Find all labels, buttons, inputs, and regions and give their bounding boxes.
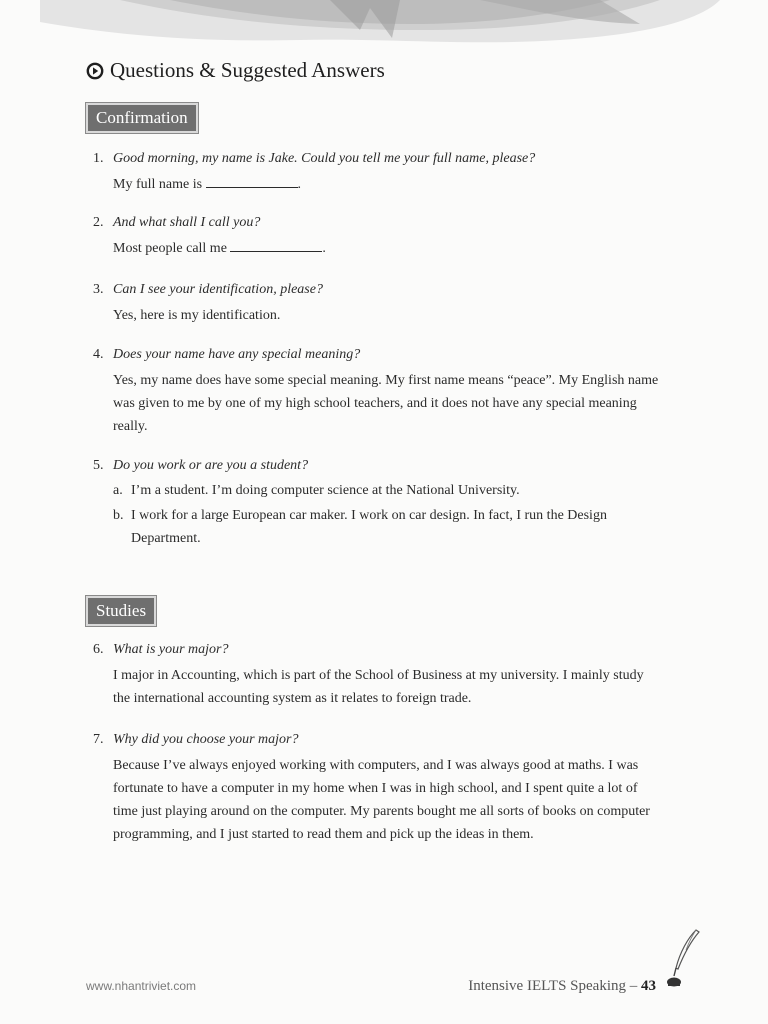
question-number: 1.: [93, 151, 104, 166]
question-number: 2.: [93, 215, 104, 230]
choice-letter: a.: [113, 483, 123, 498]
question-item: [93, 638, 663, 710]
answer-text: [113, 237, 663, 260]
question-item: [93, 211, 663, 260]
question-label: Why did you choose your major?: [113, 732, 299, 747]
answer-text: Yes, here is my identification.: [113, 308, 281, 323]
footer-book-title: [468, 978, 656, 995]
question-text: [93, 638, 663, 661]
section-badge-confirmation: Confirmation: [86, 103, 198, 133]
question-label: What is your major?: [113, 642, 229, 657]
page-number: 43: [641, 978, 656, 994]
question-item: [93, 278, 663, 327]
quill-pen-icon: [662, 928, 702, 990]
question-number: 7.: [93, 732, 104, 747]
choice-text: I’m a student. I’m doing computer science at the National University.: [131, 483, 520, 498]
page-title: [86, 58, 385, 83]
question-item: [93, 147, 663, 196]
question-number: 3.: [93, 282, 104, 297]
answer-text: I major in Accounting, which is part of the School of Business at my university. I mainly study the international accounting system as it relates to foreign trade.: [113, 668, 644, 706]
answer-blank: [206, 173, 298, 188]
question-text: [93, 343, 663, 366]
page-title-text: Questions & Suggested Answers: [110, 58, 385, 82]
footer-book-name: Intensive IELTS Speaking –: [468, 978, 638, 994]
answer-choice-b: [113, 504, 663, 550]
section-badge-studies: Studies: [86, 596, 156, 626]
question-text: [93, 147, 663, 170]
question-number: 4.: [93, 347, 104, 362]
question-label: Does your name have any special meaning?: [113, 347, 361, 362]
top-banner-decoration: [0, 0, 768, 50]
play-circle-icon: [86, 62, 104, 80]
question-label: Good morning, my name is Jake. Could you tell me your full name, please?: [113, 151, 536, 166]
question-number: 6.: [93, 642, 104, 657]
question-text: [93, 728, 663, 751]
question-label: Do you work or are you a student?: [113, 458, 309, 473]
answer-text: [113, 173, 663, 196]
answer-choice-a: [113, 479, 663, 502]
question-label: Can I see your identification, please?: [113, 282, 323, 297]
question-text: [93, 454, 663, 477]
answer-prefix: Most people call me: [113, 241, 227, 256]
answer-prefix: My full name is: [113, 177, 203, 192]
choice-letter: b.: [113, 508, 124, 523]
answer-suffix: .: [297, 177, 302, 192]
question-item: [93, 728, 663, 846]
question-item: [93, 343, 663, 438]
question-number: 5.: [93, 458, 104, 473]
question-text: [93, 211, 663, 234]
answer-text: Because I’ve always enjoyed working with computers, and I was always good at maths. I was fortunate to have a computer in my home when I was in high school, and I spent quite a lot of time just playing around on the computer. My parents bought me all sorts of books on computer programming, and I just started to read them and pick up the ideas in them.: [113, 758, 650, 842]
answer-blank: [230, 237, 322, 252]
question-item: [93, 454, 663, 550]
question-label: And what shall I call you?: [113, 215, 261, 230]
answer-suffix: .: [322, 241, 326, 256]
choice-text: I work for a large European car maker. I work on car design. In fact, I run the Design Department.: [131, 508, 607, 546]
footer-website: www.nhantriviet.com: [86, 979, 197, 993]
answer-text: Yes, my name does have some special meaning. My first name means “peace”. My English name was given to me by one of my high school teachers, and it does not have any special meaning really.: [113, 373, 659, 434]
question-text: [93, 278, 663, 301]
